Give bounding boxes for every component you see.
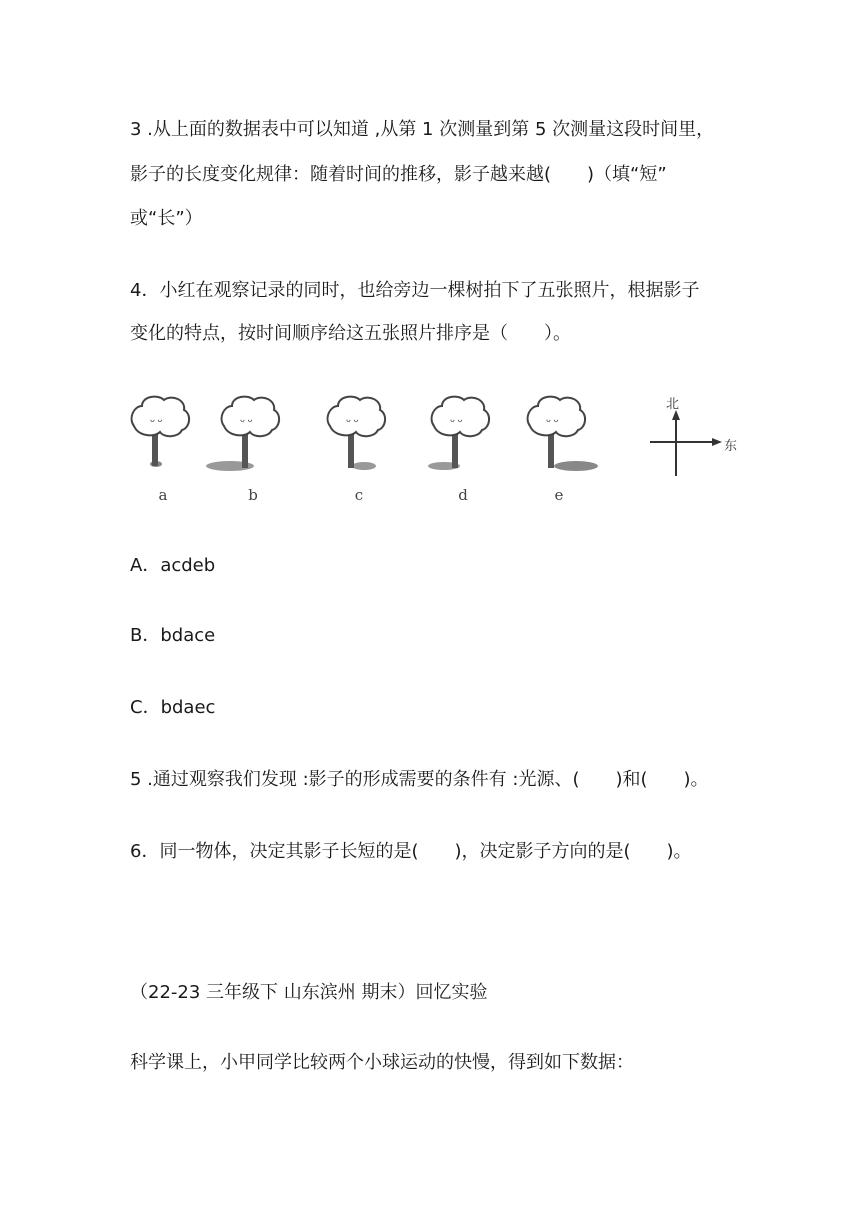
tree-label-c: c (354, 486, 364, 504)
tree-label-a: a (158, 486, 168, 504)
svg-text:ᴗ ᴗ: ᴗ ᴗ (240, 415, 253, 424)
tree-d-icon (418, 392, 498, 482)
svg-text:ᴗ ᴗ: ᴗ ᴗ (346, 415, 359, 424)
tree-photo-e (524, 392, 594, 510)
q6-text: 6．同一物体，决定其影子长短的是( )，决定影子方向的是( )。 (130, 841, 692, 862)
tree-e-icon (524, 392, 614, 482)
option-b: B．bdace (130, 625, 216, 646)
tree-photo-d (428, 392, 498, 510)
compass-east-label: 东 (724, 439, 738, 454)
option-c: C．bdaec (130, 697, 216, 718)
tree-b-icon (198, 392, 288, 482)
tree-c-icon (324, 392, 404, 482)
q3-line3: 或“长”） (130, 208, 203, 229)
tree-photo-c (324, 392, 394, 510)
compass-arrows-icon (638, 392, 738, 482)
tree-shadow-figure (128, 392, 740, 510)
compass (638, 392, 738, 482)
q3-line1: 3 .从上面的数据表中可以知道 ,从第 1 次测量到第 5 次测量这段时间里， (130, 119, 715, 140)
q3-line2: 影子的长度变化规律：随着时间的推移，影子越来越( )（填“短” (130, 164, 667, 185)
tree-label-b: b (248, 486, 258, 504)
svg-text:ᴗ ᴗ: ᴗ ᴗ (546, 415, 559, 424)
tree-label-e: e (554, 486, 564, 504)
section-intro: 科学课上，小甲同学比较两个小球运动的快慢，得到如下数据： (130, 1052, 634, 1073)
compass-north-label: 北 (666, 397, 680, 412)
tree-a-icon (128, 392, 198, 482)
q5-text: 5 .通过观察我们发现 :影子的形成需要的条件有 :光源、( )和( )。 (130, 769, 709, 790)
svg-text:ᴗ ᴗ: ᴗ ᴗ (450, 415, 463, 424)
tree-photo-a (128, 392, 198, 510)
tree-photo-b (218, 392, 288, 510)
svg-text:ᴗ ᴗ: ᴗ ᴗ (150, 415, 163, 424)
q4-line2: 变化的特点，按时间顺序给这五张照片排序是（ ）。 (130, 323, 571, 344)
section-heading: （22-23 三年级下 山东滨州 期末）回忆实验 (130, 982, 488, 1003)
option-a: A．acdeb (130, 555, 216, 576)
tree-label-d: d (458, 486, 468, 504)
q4-line1: 4．小红在观察记录的同时，也给旁边一棵树拍下了五张照片，根据影子 (130, 280, 700, 301)
